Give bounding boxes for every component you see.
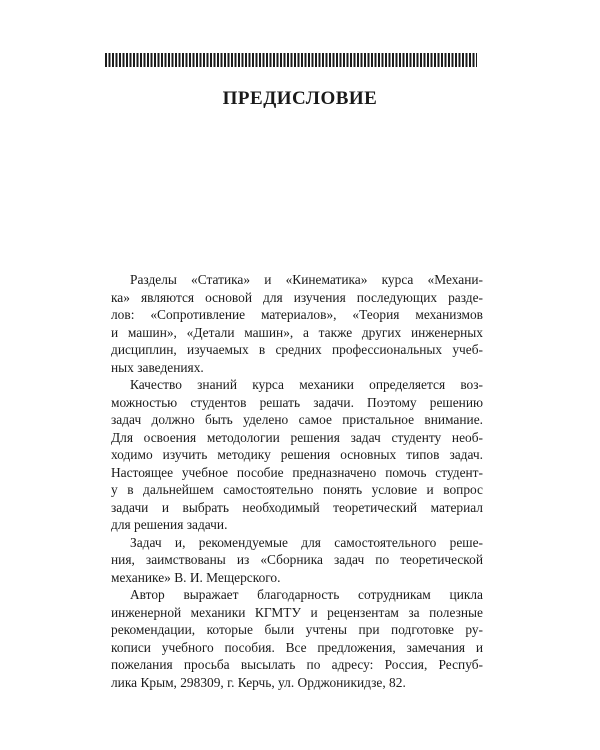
text-line: инженерной механики КГМТУ и рецензентам за полезные	[111, 604, 483, 620]
text-line: Качество знаний курса механики определяется воз-	[130, 377, 483, 392]
text-line: рекомендации, которые были учтены при подготовке ру-	[111, 622, 483, 637]
text-line: ходимо изучить методику решения основных типов задач.	[111, 447, 483, 462]
page-title: ПРЕДИСЛОВИЕ	[222, 88, 378, 109]
text-line: ка» являются основой для изучения последующих разде-	[111, 289, 483, 305]
paragraph-4	[111, 586, 483, 691]
text-line: ния, заимствованы из «Сборника задач по теоретической	[111, 552, 483, 567]
text-line: лов: «Сопротивление материалов», «Теория механизмов	[111, 307, 483, 322]
paragraph-1	[111, 271, 483, 376]
preface-body	[111, 271, 483, 691]
text-line: Настоящее учебное пособие предназначено помочь студент-	[111, 464, 483, 480]
header-decorative-rule	[105, 53, 477, 67]
paragraph-2	[111, 376, 483, 534]
text-line: лика Крым, 298309, г. Керчь, ул. Орджоникидзе, 82.	[111, 674, 406, 690]
text-line: задач должно быть уделено самое пристальное внимание.	[111, 412, 483, 427]
text-line: и машин», «Детали машин», а также других инженерных	[111, 324, 483, 340]
text-line: Задач и, рекомендуемые для самостоятельного реше-	[130, 534, 483, 550]
text-line: Для освоения методологии решения задач студенту необ-	[111, 429, 483, 445]
text-line: кописи учебного пособия. Все предложения, замечания и	[111, 639, 483, 655]
text-line: можностью студентов решать задачи. Поэтому решению	[111, 394, 483, 410]
text-line: задачи и выбрать необходимый теоретический материал	[111, 499, 483, 515]
text-line: дисциплин, изучаемых в средних профессиональных учеб-	[111, 342, 483, 357]
text-line: ных заведениях.	[111, 359, 204, 375]
text-line: механике» В. И. Мещерского.	[111, 569, 281, 585]
text-line: пожелания просьба высылать по адресу: Россия, Респуб-	[111, 657, 483, 672]
text-line: Разделы «Статика» и «Кинематика» курса «Механи-	[130, 272, 483, 287]
text-line: у в дальнейшем самостоятельно понять условие и вопрос	[111, 482, 483, 497]
text-line: Автор выражает благодарность сотрудникам цикла	[130, 587, 483, 602]
paragraph-3	[111, 534, 483, 587]
text-line: для решения задачи.	[111, 517, 228, 532]
